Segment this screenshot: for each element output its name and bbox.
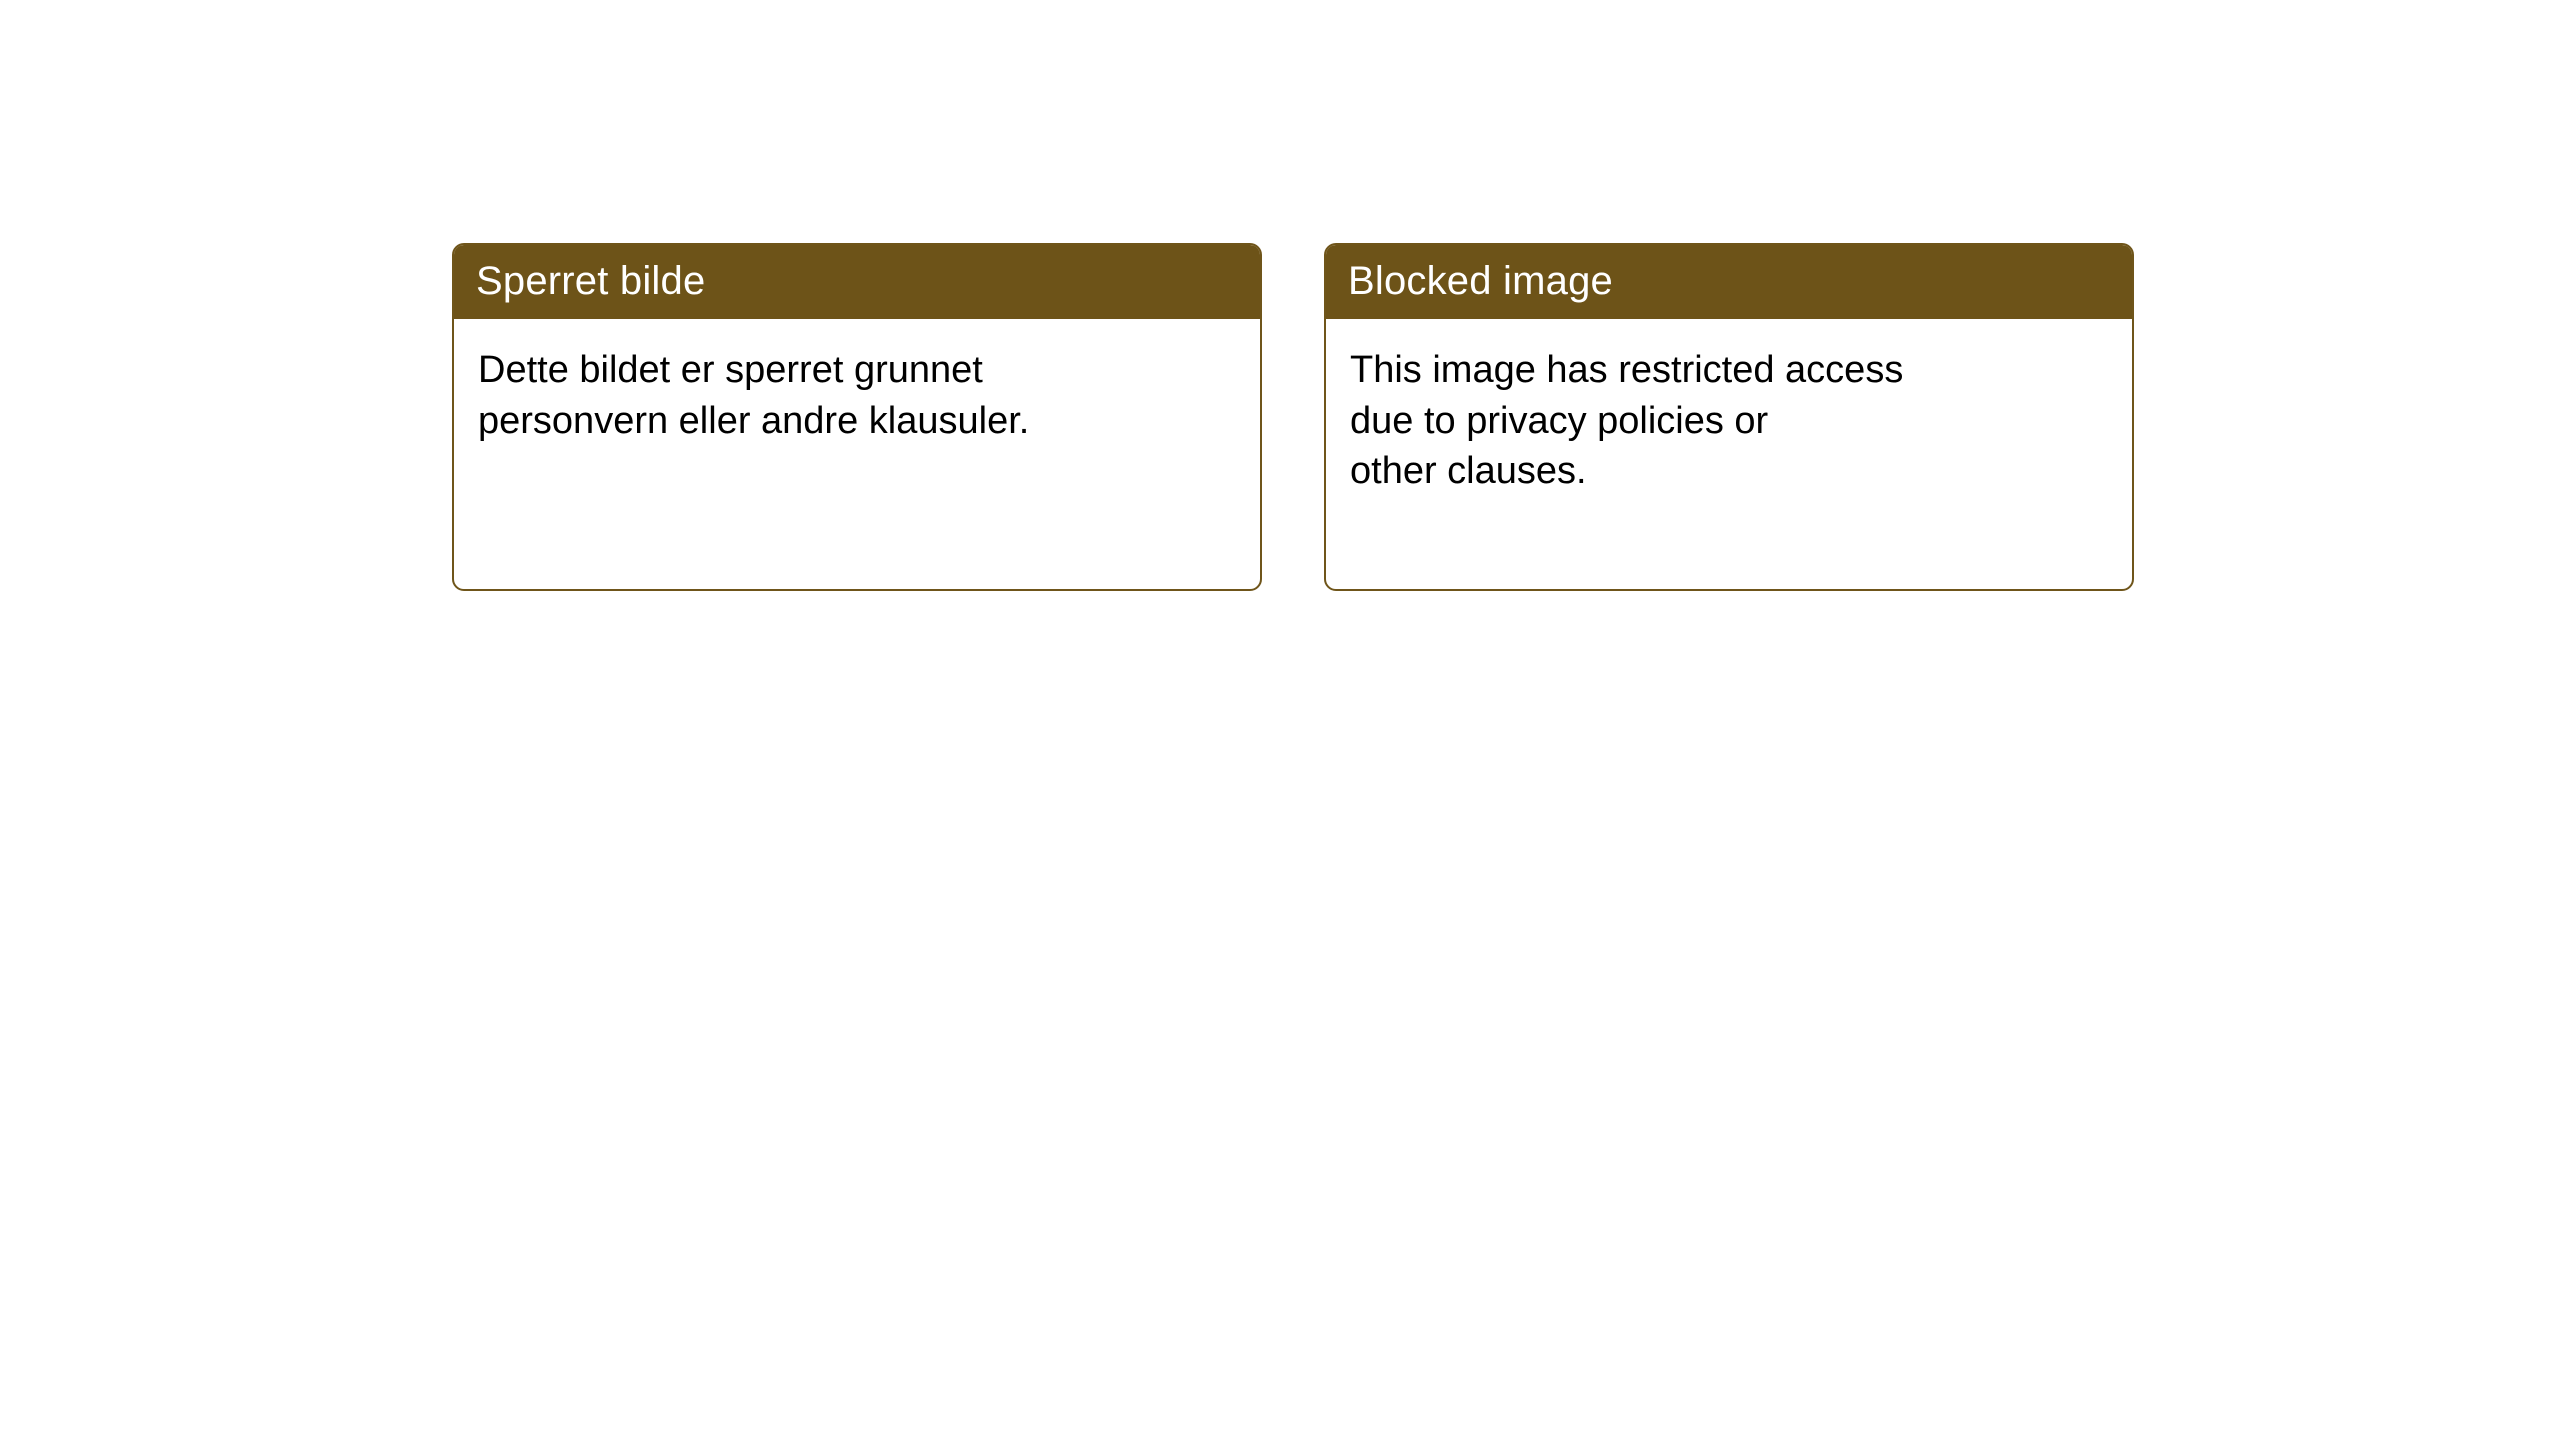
blocked-image-notice-norwegian (452, 243, 1262, 591)
notice-body-line: due to privacy policies or (1350, 399, 1769, 442)
notice-title-english: Blocked image (1326, 245, 2132, 319)
blocked-image-notice-area (452, 243, 2134, 591)
notice-title-norwegian: Sperret bilde (454, 245, 1260, 319)
notice-body-english (1326, 319, 2132, 521)
notice-body-line: This image has restricted access (1350, 349, 1904, 391)
notice-body-line: personvern eller andre klausuler. (478, 399, 1030, 442)
notice-body-norwegian (454, 319, 1260, 470)
notice-body-line: Dette bildet er sperret grunnet (478, 349, 983, 391)
notice-body-line: other clauses. (1350, 450, 1587, 493)
blocked-image-notice-english (1324, 243, 2134, 591)
